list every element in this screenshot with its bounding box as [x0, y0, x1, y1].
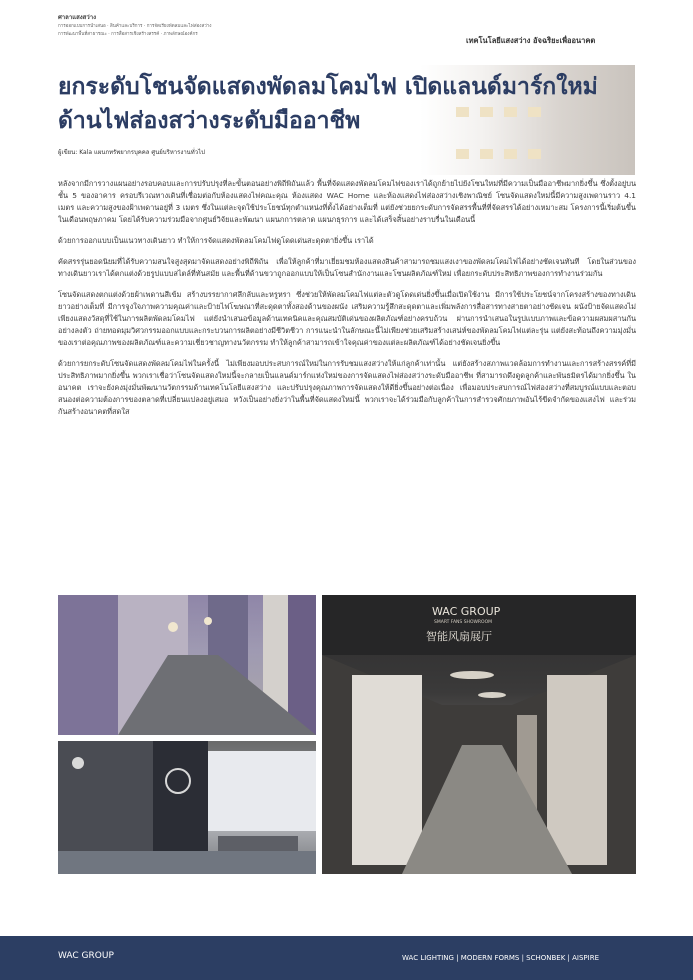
showroom-sign-chinese: 智能风扇展厅 [426, 630, 492, 643]
body-paragraph: ด้วยการออกแบบเป็นแนวทางเดินยาว ทำให้การจัดแสดงพัดลมโคมไฟดูโดดเด่นสะดุดตายิ่งขึ้น เราได้ [58, 236, 374, 245]
section-heading: เทคโนโลยีแสงสว่าง อัจฉริยะเพื่ออนาคต [466, 36, 596, 45]
article-title: ยกระดับโชนจัดแสดงพัดลมโคมไฟ เปิดแลนด์มาร์กใหม่ด้านไฟส่องสว่างระดับมืออาชีพ [58, 74, 598, 134]
tags-line-1: การออกแบบการนำเสนอ · สินค้าและบริการ · การจัดเรียงพัดลมและไฟส่องสว่าง [58, 24, 212, 29]
building-window [504, 149, 517, 159]
body-paragraph: ด้วยการยกระดับโซนจัดแสดงพัดลมโคมไฟในครั้งนี้ ไม่เพียงมอบประสบการณ์ใหม่ในการรับชมแสงสว่างให้แก่ลูกค้าเท่านั้น แต่ยังสร้างสภาพแวดล้อมการทำงานและการสร้างสรรค์ที่มีประสิทธิภาพมากยิ่งขึ้น พวกเราเชื่อว่าโซนจัดแสดงใหม่นี้จะกลายเป็นแลนด์มาร์กแห่งใหม่ของการจัดแสดงไฟส่องสว่างระดับมืออาชีพ ที่สามารถดึงดูดลูกค้าและพันธมิตรได้มากยิ่งขึ้น ในอนาคต เราจะยังคงมุ่งมั่นพัฒนานวัตกรรมด้านเทคโนโลยีแสงสว่าง และปรับปรุงคุณภาพการจัดแสดงให้ดียิ่งขึ้นอย่างต่อเนื่อง เพื่อมอบประสบการณ์ไฟส่องสว่างที่สมบูรณ์แบบและตอบสนองต่อความต้องการของตลาดที่เปลี่ยนแปลงอยู่เสมอ หวังเป็นอย่างยิ่งว่าในพื้นที่จัดแสดงใหม่นี้ พวกเราจะได้ร่วมมือกับลูกค้าในการสำรวจศักยภาพอันไร้ขีดจำกัดของแสงไฟ และร่วมกันสร้างอนาคตที่สดใส [58, 359, 636, 416]
header-tags-block [58, 12, 288, 38]
product-display-photo [58, 741, 316, 874]
footer-brand-list: WAC LIGHTING | MODERN FORMS | SCHONBEK | AISPIRE [402, 954, 599, 962]
building-window [528, 149, 541, 159]
building-window [480, 149, 493, 159]
showroom-corridor-photo [58, 595, 316, 735]
page-footer [0, 936, 693, 980]
section-label: ศาลาแสงสว่าง [58, 14, 97, 21]
body-paragraph: คัดสรรรุ่นยอดนิยมที่ได้รับความสนใจสูงสุดมาจัดแสดงอย่างพิถีพิถัน เพื่อให้ลูกค้าที่มาเยี่ยมชมห้องแสดงสินค้าสามารถชมแสงเงาของพัดลมโคมไฟได้อย่างชัดเจนทันที โดยในส่วนของทางเดินยาวเราได้ตกแต่งด้วยรูปแบบสไตล์ที่ทันสมัย และพื้นที่ด้านขวาถูกออกแบบให้เป็นโซนสำนักงานและโซนผลิตภัณฑ์ใหม่ เพื่อยกระดับประสิทธิภาพของการทำงานร่วมกัน [58, 257, 636, 278]
body-paragraph: หลังจากมีการวางแผนอย่างรอบคอบและการปรับปรุงที่ละขั้นตอนอย่างพิถีพิถันแล้ว พื้นที่จัดแสดงพัดลมโคมไฟของเราได้ถูกย้ายไปยังโซนใหม่ที่มีความเป็นมืออาชีพมากยิ่งขึ้น ซึ่งตั้งอยู่บนชั้น 5 ของอาคาร ครอบรีเวณทางเดินที่เชื่อมต่อกับห้องแสดงไฟคณะคุณ ห้องแสดง WAC Home และห้องแสดงไฟส่องสว่างเชิงพาณิชย์ โซนจัดแสดงใหม่นี้มีความสูงเพดานราว 4.1 เมตร และความสูงของฝ้าเพดานอยู่ที่ 3 เมตร ซึ่งในแต่ละจุดใช้ประโยชน์ทุกตำแหน่งที่ตั้งได้อย่างเต็มที่ แต่ยังช่วยยกระดับการจัดสรรพื้นที่ที่จัดสรรได้อย่างเหมาะสม โครงการนี้เริ่มต้นขึ้นในเดือนพฤษภาคม โดยได้รับความร่วมมือจากศูนย์วิจัยและพัฒนา แผนกการตลาด แผนกธุรการ และได้เสร็จสิ้นอย่างราบรื่นในเดือนนี้ [58, 179, 636, 224]
article-body [58, 178, 636, 427]
showroom-sign-brand: WAC GROUP [432, 605, 501, 618]
display-scene [58, 741, 316, 874]
smart-fans-showroom-photo [322, 595, 636, 874]
body-paragraph: โซนจัดแสดงตกแต่งด้วยผ้าเพดานสีเข้ม สร้างบรรยากาศลึกลับและหรูหรา ซึ่งช่วยให้พัดลมโคมไฟแต่ละตัวดูโดดเด่นยิ่งขึ้นเมื่อเปิดใช้งาน มีการใช้ประโยชน์จากโครงสร้างของทางเดินยาวอย่างเต็มที่ มีการจูงใจภาพความคุณค่าและป้ายไฟโฆษณาที่สะดุดตาทั้งสองด้านของผนัง เสริมความรู้สึกสะดุดตาและเพิ่มพลังการสื่อสารทางสายตาอย่างชัดเจน ผนังป้ายจัดแสดงไม่เพียงแสดงวัสดุที่ใช้ในการผลิตพัดลมโคมไฟ แต่ยังนำเสนอข้อมูลด้านเทคนิคและคุณสมบัติเด่นของผลิตภัณฑ์อย่างครบถ้วน ผ่านการนำเสนอในรูปแบบภาพและข้อความผสมผสานกันอย่างลงตัว ถ่ายทอดมุมวิศวกรรมออกแบบและกระบวนการผลิตอย่างมีชีวิตชีวา การแนะนำในลักษณะนี้ไม่เพียงช่วยเสริมสร้างเสน่ห์ของพัดลมโคมไฟแต่ละรุ่น แต่ยังสะท้อนถึงความมุ่งมั่นของเราต่อคุณภาพของผลิตภัณฑ์และความเชี่ยวชาญทางนวัตกรรม ทำให้ลูกค้าสามารถเข้าใจคุณค่าของแต่ละผลิตภัณฑ์ได้อย่างชัดเจนยิ่งขึ้น [58, 290, 636, 347]
corridor-scene [58, 595, 316, 735]
tags-line-2: การพัฒนาพื้นที่สาธารณะ · การสื่อสารเชิงสร้างสรรค์ · ภาพลักษณ์องค์กร [58, 32, 198, 37]
building-window [456, 149, 469, 159]
footer-logo: WAC GROUP [58, 951, 114, 961]
showroom-sign-subtitle: SMART FANS SHOWROOM [434, 620, 493, 625]
article-byline: ผู้เขียน: Kala แผนกทรัพยากรบุคคล ศูนย์บริหารงานทั่วไป [58, 149, 205, 156]
